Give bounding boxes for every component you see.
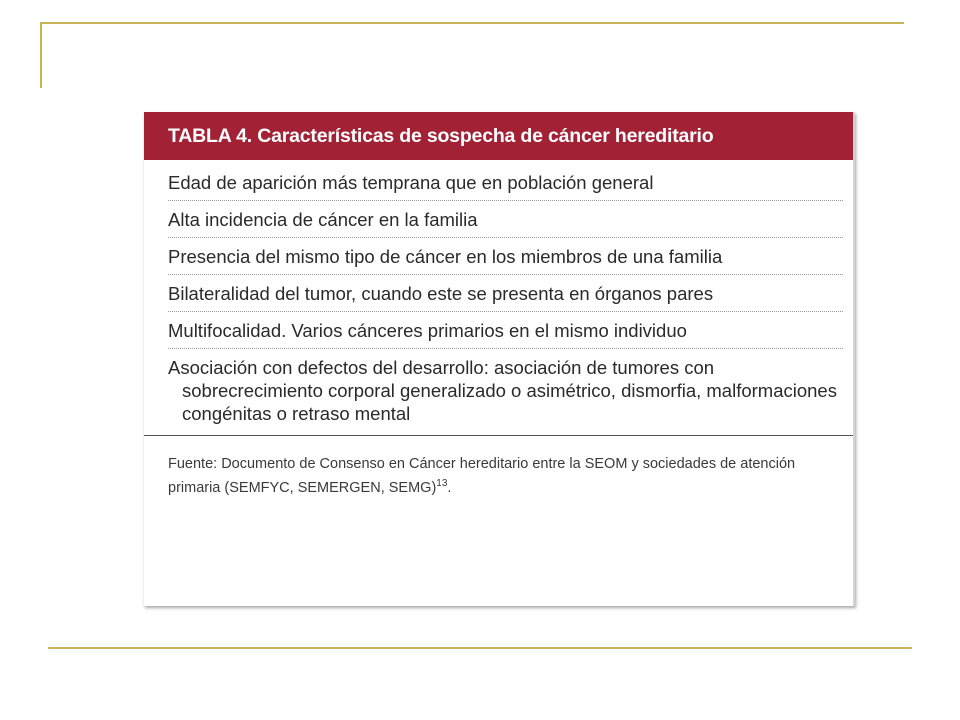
table-row: Alta incidencia de cáncer en la familia: [168, 201, 843, 238]
table-row: Multifocalidad. Varios cánceres primarios en el mismo individuo: [168, 312, 843, 349]
top-accent-line: [40, 22, 904, 24]
left-accent-line: [40, 22, 42, 88]
table-body: [144, 160, 853, 431]
table-title: TABLA 4. Características de sospecha de cáncer hereditario: [144, 112, 853, 160]
table-image: [144, 112, 855, 606]
source-text: Fuente: Documento de Consenso en Cáncer hereditario entre la SEOM y sociedades de atención primaria (SEMFYC, SEMERGEN, SEMG): [168, 456, 796, 496]
table-row: Presencia del mismo tipo de cáncer en los miembros de una familia: [168, 238, 843, 275]
table-row: Bilateralidad del tumor, cuando este se presenta en órganos pares: [168, 275, 843, 312]
source-end: .: [447, 479, 452, 496]
table-source: [168, 436, 843, 498]
source-reference: 13: [436, 478, 448, 489]
bottom-accent-line: [48, 647, 912, 649]
table-row: Asociación con defectos del desarrollo: asociación de tumores con sobrecrecimiento corporal generalizado o asimétrico, dismorfia, malformaciones congénitas o retraso mental: [168, 357, 837, 424]
table-row: Edad de aparición más temprana que en población general: [168, 160, 843, 201]
